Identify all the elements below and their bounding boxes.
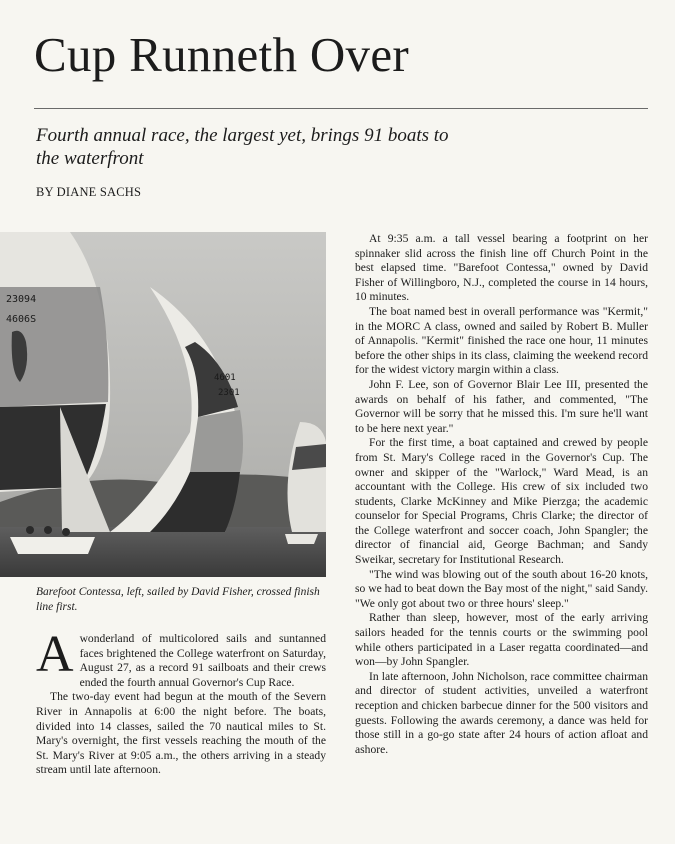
headline: Cup Runneth Over [34, 27, 409, 82]
article-paragraph: The boat named best in overall performance was "Kermit," in the MORC A class, owned and sailed by Robert B. Muller of Annapolis. "Kermit" finished the race one hour, 11 minutes before the other ships in its class, claiming the weekend record for the widest victory margin within a class. [355, 304, 648, 377]
article-paragraph: Rather than sleep, however, most of the early arriving sailors headed for the tennis courts or the swimming pool while others participated in a Laser regatta coordinated—and won—by John Spangler. [355, 611, 648, 669]
article-paragraph: "The wind was blowing out of the south about 16-20 knots, so we had to beat down the Bay most of the night," said Sandy. "We only got about two or three hours' sleep." [355, 567, 648, 610]
article-paragraph: John F. Lee, son of Governor Blair Lee III, presented the awards on behalf of his father, and commented, "The Governor will be sorry that he missed this. I'm sure he'll want to be here next year." [355, 377, 648, 435]
article-left-column [36, 626, 326, 778]
deck-subheadline: Fourth annual race, the largest yet, brings 91 boats to the waterfront [36, 125, 449, 169]
sail-number-1: 23094 [6, 294, 37, 305]
sail-number-3: 4601 [214, 373, 236, 383]
article-right-column [355, 232, 648, 757]
sail-number-4: 2301 [218, 388, 240, 398]
photo-caption: Barefoot Contessa, left, sailed by David Fisher, crossed finish line first. [36, 586, 320, 613]
article-paragraph: In late afternoon, John Nicholson, race committee chairman and director of student activities, unveiled a waterfront reception and chicken barbecue dinner for the 500 visitors and guests. Following the awards ceremony, a dance was held for those still in a go-go state after 24 hours of action afloat and ashore. [355, 669, 648, 756]
article-paragraph: The two-day event had begun at the mouth of the Severn River in Annapolis at 6:00 the night before. The boats, divided into 14 classes, sailed the 70 nautical miles to St. Mary's overnight, the first vessels reaching the mouth of the St. Mary's River at 9:05 a.m., the others arriving in a steady stream until late afternoon. [36, 690, 326, 777]
headline-rule [34, 108, 648, 109]
drop-cap: A [36, 626, 74, 683]
sail-number-2: 4606S [6, 314, 37, 325]
paragraph-text: wonderland of multicolored sails and suntanned faces brightened the College waterfront on Saturday, August 27, as a record 91 sailboats and their crews ended the fourth annual Governor's Cup Race. [79, 632, 326, 689]
article-paragraph: At 9:35 a.m. a tall vessel bearing a footprint on her spinnaker slid across the finish line off Church Point in the best elapsed time. "Barefoot Contessa," owned by David Fisher of Willingboro, N.J., completed the course in 14 hours, 10 minutes. [355, 232, 648, 304]
article-paragraph [36, 626, 326, 690]
article-paragraph: For the first time, a boat captained and crewed by people from St. Mary's College raced in the Governor's Cup. The owner and skipper of the "Warlock," Ward Mead, is an accountant with the College. His crew of six included two students, Clarke McKinney and Mike Pierzga; the academic counselor for Special Programs, Chris Clarke; the director of the College waterfront and soccer coach, John Spangler; the director of financial aid, George Bachman; and Sandy Sweikar, secretary for Institutional Research. [355, 436, 648, 567]
sailboat-photo [0, 232, 326, 577]
byline: BY DIANE SACHS [36, 185, 142, 199]
